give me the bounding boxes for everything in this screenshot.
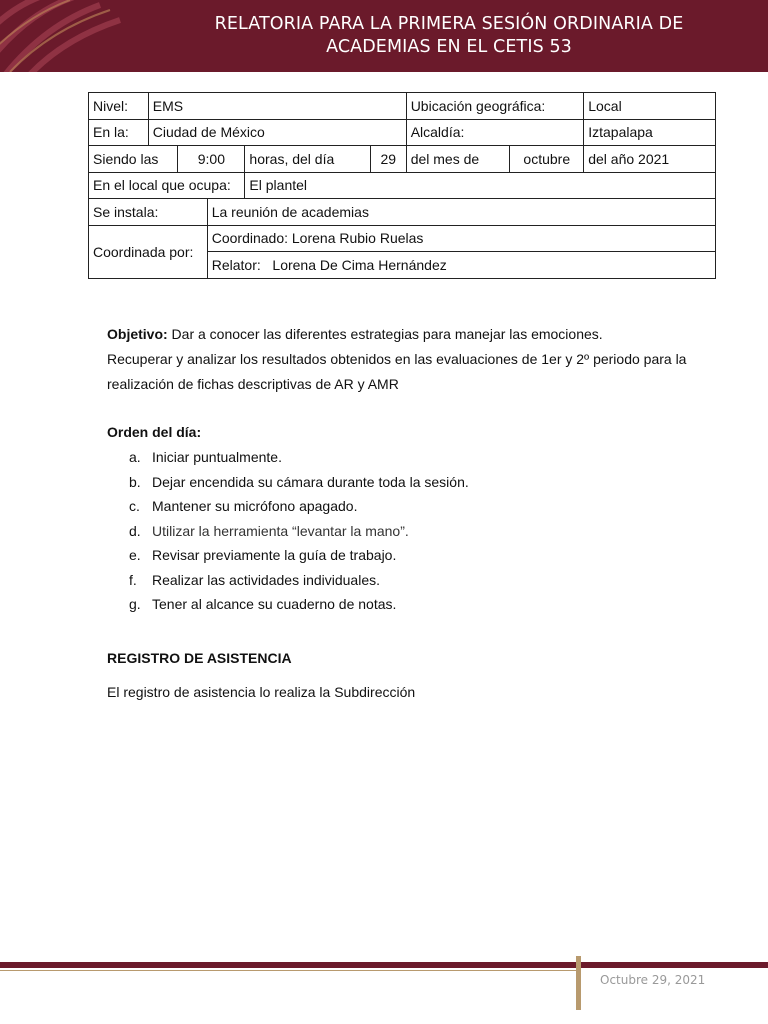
- agenda-section: [107, 420, 707, 617]
- list-item-text: Realizar las actividades individuales.: [152, 571, 381, 588]
- horas-dia-label: horas, del día: [245, 146, 370, 173]
- objective-text: Dar a conocer las diferentes estrategias para manejar las emociones.: [167, 326, 603, 342]
- attendance-text: El registro de asistencia lo realiza la Subdirección: [107, 684, 416, 700]
- nivel-label: Nivel:: [89, 93, 149, 120]
- siendo-label: Siendo las: [89, 146, 178, 173]
- list-item-letter: f.: [129, 571, 137, 588]
- list-item-letter: a.: [129, 449, 141, 465]
- title-line-2: ACADEMIAS EN EL CETIS 53: [326, 37, 572, 57]
- relator-value: Relator: Lorena De Cima Hernández: [207, 252, 715, 279]
- dia-value: 29: [370, 146, 406, 173]
- decorative-ornament-icon: [0, 0, 140, 72]
- list-item-text: Revisar previamente la guía de trabajo.: [152, 547, 397, 563]
- list-item-letter: e.: [129, 547, 141, 563]
- table-row: [89, 146, 716, 173]
- objective-line-1: [107, 322, 707, 347]
- footer-date: Octubre 29, 2021: [600, 973, 706, 987]
- agenda-title: Orden del día:: [107, 424, 202, 440]
- local-label: En el local que ocupa:: [89, 172, 245, 199]
- list-item: [107, 592, 707, 617]
- instala-label: Se instala:: [89, 199, 208, 226]
- list-item-text: Iniciar puntualmente.: [152, 449, 282, 465]
- page-title: [130, 13, 768, 59]
- agenda-list: [107, 445, 707, 617]
- list-item-text: Utilizar la herramienta “levantar la mano”.: [152, 522, 409, 539]
- list-item: [107, 519, 707, 544]
- local-value: El plantel: [245, 172, 716, 199]
- list-item: [107, 445, 707, 470]
- list-item: [107, 543, 707, 568]
- page-header: [0, 0, 768, 72]
- table-row: [89, 199, 716, 226]
- mes-label: del mes de: [406, 146, 510, 173]
- list-item-letter: d.: [129, 522, 141, 539]
- objective-section: [107, 322, 707, 397]
- list-item: [107, 494, 707, 519]
- objective-label: Objetivo:: [107, 326, 168, 342]
- attendance-title: REGISTRO DE ASISTENCIA: [107, 650, 292, 666]
- footer-divider-thin: [0, 970, 580, 971]
- list-item: [107, 470, 707, 495]
- list-item-letter: b.: [129, 473, 141, 490]
- list-item-letter: c.: [129, 498, 140, 514]
- mes-value: octubre: [510, 146, 584, 173]
- objective-line-3: realización de fichas descriptivas de AR y AMR: [107, 376, 399, 392]
- ubicacion-value: Local: [584, 93, 716, 120]
- en-la-label: En la:: [89, 119, 149, 146]
- instala-value: La reunión de academias: [207, 199, 715, 226]
- footer-divider: [0, 962, 768, 968]
- table-row: [89, 172, 716, 199]
- hora-value: 9:00: [178, 146, 245, 173]
- list-item-text: Dejar encendida su cámara durante toda la sesión.: [152, 473, 469, 490]
- objective-line-2: Recuperar y analizar los resultados obtenidos en las evaluaciones de 1er y 2º periodo para la: [107, 351, 687, 367]
- ubicacion-label: Ubicación geográfica:: [406, 93, 584, 120]
- session-info-table: [88, 92, 716, 279]
- list-item-text: Mantener su micrófono apagado.: [152, 498, 358, 514]
- coordinado-value: Coordinado: Lorena Rubio Ruelas: [207, 225, 715, 252]
- list-item-letter: g.: [129, 596, 141, 612]
- table-row: [89, 225, 716, 252]
- title-line-1: RELATORIA PARA LA PRIMERA SESIÓN ORDINARIA DE: [214, 14, 684, 34]
- coordinada-label: Coordinada por:: [89, 225, 208, 278]
- en-la-value: Ciudad de México: [148, 119, 406, 146]
- alcaldia-label: Alcaldía:: [406, 119, 584, 146]
- alcaldia-value: Iztapalapa: [584, 119, 716, 146]
- footer-accent-bar: [576, 956, 581, 1010]
- list-item: [107, 568, 707, 593]
- nivel-value: EMS: [148, 93, 406, 120]
- table-row: [89, 119, 716, 146]
- list-item-text: Tener al alcance su cuaderno de notas.: [152, 596, 397, 612]
- anio-label: del año 2021: [584, 146, 716, 173]
- table-row: [89, 93, 716, 120]
